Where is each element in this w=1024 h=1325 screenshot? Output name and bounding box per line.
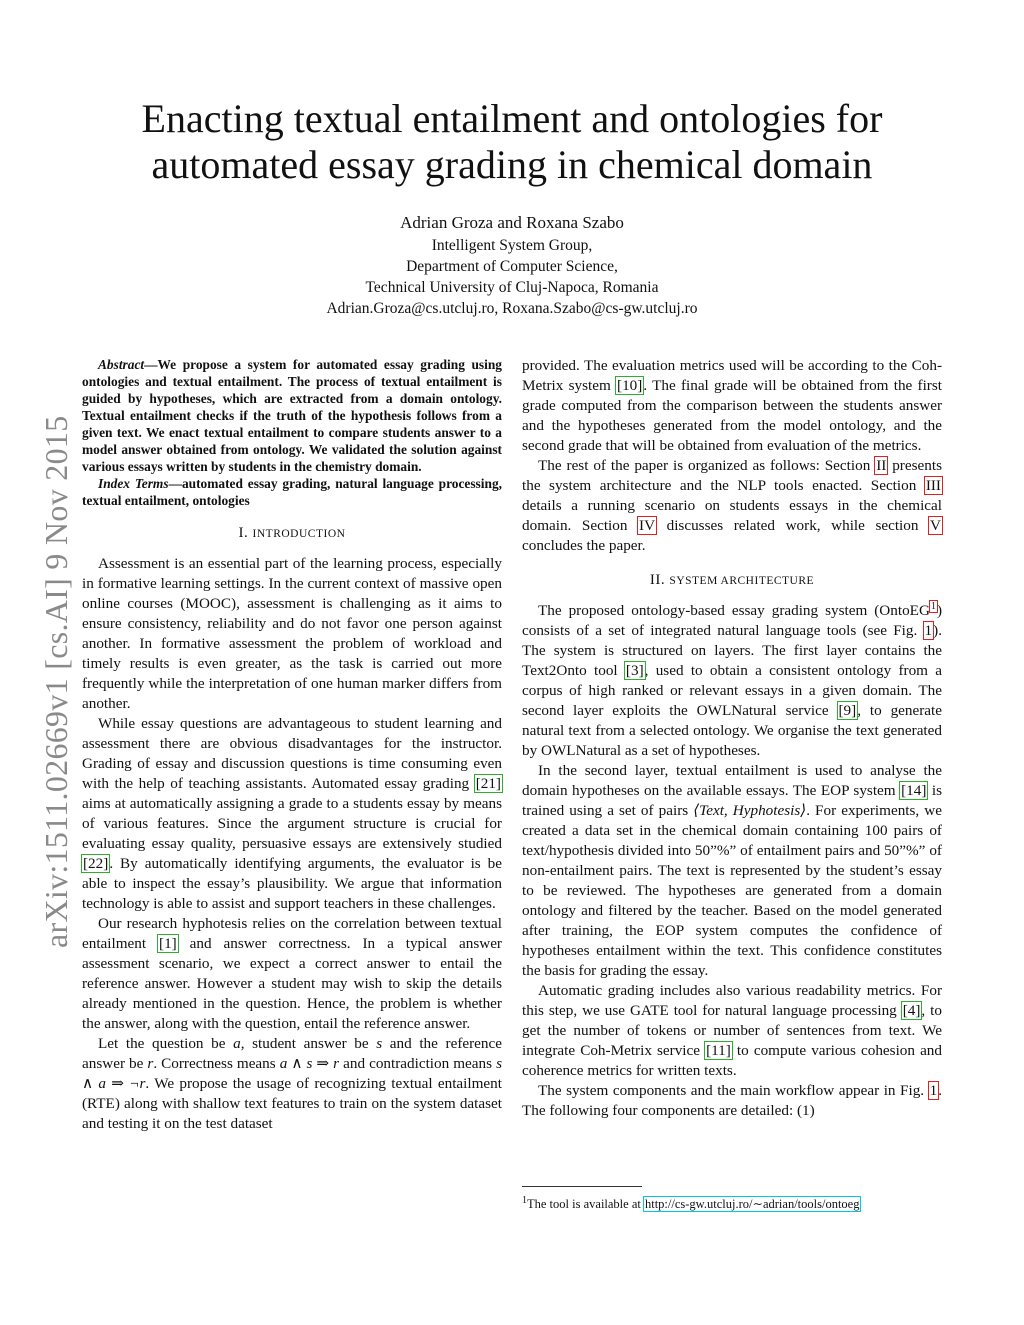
title-line-1: Enacting textual entailment and ontologies for	[141, 96, 883, 141]
text-run: The proposed ontology-based essay grading system (OntoEG	[538, 602, 930, 619]
citation-link[interactable]: [14]	[901, 782, 927, 799]
text-run: aims at automatically assigning a grade to a students essay by means of various features. Since the argument structure is crucial for evaluating essay quality, persuasive essays are extensively studied	[82, 795, 502, 852]
right-paragraph-1	[522, 356, 942, 456]
index-terms-label: Index Terms	[98, 476, 169, 491]
text-run: . For experiments, we created a data set in the chemical domain containing 100 pairs of text/hypothesis divided into 50”%” of entailment pairs and 50”%” of non-entailment pairs. The text is represented by the student’s essay to be reviewed. The hypotheses are generated from a domain ontology and filtered by the teacher. Based on the model generated after training, the EOP system computes the confidence of hypotheses entailment within the text. This confidence constitutes the basis for grading the essay.	[522, 802, 942, 979]
arch-paragraph-2	[522, 761, 942, 981]
arch-paragraph-4	[522, 1081, 942, 1121]
section-link[interactable]: V	[930, 517, 941, 534]
citation-link[interactable]: [22]	[83, 855, 109, 872]
text-run: , to get the number of tokens or number of sentences from text. We integrate Coh-Metrix service	[522, 1002, 942, 1059]
text-run: discusses related work, while section	[656, 517, 930, 534]
text-run: details a running scenario on students essays in the chemical domain. Section	[522, 497, 942, 534]
affiliation-university: Technical University of Cluj-Napoca, Romania	[365, 279, 659, 296]
citation-link[interactable]: [11]	[706, 1042, 731, 1059]
section-title: SYSTEM ARCHITECTURE	[669, 575, 815, 587]
footnote	[522, 1196, 942, 1212]
text-run: concludes the paper.	[522, 537, 646, 554]
text-run: ). The system is structured on layers. The first layer contains the Text2Onto tool	[522, 622, 942, 679]
text-run: and answer correctness. In a typical answer assessment scenario, we expect a correct answer to entail the reference answer. However a student may wish to skip the details already mentioned in the question. Hence, the problem is whether the answer, along with the question, entail the reference answer.	[82, 935, 502, 1032]
abstract	[82, 356, 502, 509]
text-run: The rest of the paper is organized as follows: Section	[538, 457, 876, 474]
text-run: is trained using a set of pairs	[522, 782, 942, 819]
text-run: ) consists of a set of integrated natural language tools (see Fig.	[522, 602, 942, 639]
text-run: . The following four components are detailed: (1)	[522, 1082, 942, 1119]
text-run: . By automatically identifying arguments, the evaluator is be able to inspect the essay’s plausibility. We argue that information technology is able to assist and support teachers in these challenges.	[82, 855, 502, 912]
math-var: r	[147, 1055, 154, 1072]
intro-paragraph-4	[82, 1034, 502, 1134]
text-run: presents the system architecture and the NLP tools enacted. Section	[522, 457, 942, 494]
math-var: a	[233, 1035, 241, 1052]
abstract-text: —We propose a system for automated essay grading using ontologies and textual entailment. The process of textual entailment is guided by hypotheses, which are extracted from a domain ontology. Textual entailment checks if the truth of the hypothesis follows from a given text. We enact textual entailment to compare students answer to a model answer obtained from ontology. We validated the solution against various essays written by students in the chemistry domain.	[82, 357, 502, 474]
intro-paragraph-2	[82, 714, 502, 914]
left-column	[82, 356, 502, 1134]
footnote-divider	[522, 1186, 642, 1187]
section-heading-system-architecture	[522, 570, 942, 591]
citation-link[interactable]: [4]	[902, 1002, 921, 1019]
footnote-url-link[interactable]: http://cs-gw.utcluj.ro/∼adrian/tools/ontoeg	[644, 1197, 860, 1211]
citation-link[interactable]: [21]	[475, 775, 501, 792]
right-column	[522, 356, 942, 1121]
text-run: Our research hyphotesis relies on the correlation between textual entailment	[82, 915, 502, 952]
section-number: II.	[649, 572, 666, 588]
text-run: . Correctness means	[153, 1055, 280, 1072]
math-var: s	[376, 1035, 383, 1052]
section-heading-introduction	[82, 523, 502, 544]
section-link[interactable]: IV	[639, 517, 656, 534]
affiliation-group: Intelligent System Group,	[431, 237, 593, 254]
text-run: Automatic grading includes also various readability metrics. For this step, we use GATE tool for natural language processing	[522, 982, 942, 1019]
figure-link[interactable]: 1	[924, 622, 933, 639]
intro-paragraph-3	[82, 914, 502, 1034]
text-run: . The final grade will be obtained from the first grade computed from the comparison between the students answer and the hypotheses generated from the model ontology, and the second grade that will be obtained from evaluation of the metrics.	[522, 377, 942, 454]
author-emails: Adrian.Groza@cs.utcluj.ro, Roxana.Szabo@cs-gw.utcluj.ro	[326, 300, 698, 317]
title-line-2: automated essay grading in chemical domain	[151, 142, 873, 187]
text-run: to compute various cohesion and coherence metrics for written texts.	[522, 1042, 942, 1079]
arxiv-identifier: arXiv:1511.02669v1 [cs.AI] 9 Nov 2015	[38, 415, 74, 948]
footnote-link[interactable]: 1	[930, 600, 936, 612]
section-link[interactable]: II	[876, 457, 887, 474]
footnote-mark: 1	[522, 1194, 527, 1206]
author-names: Adrian Groza and Roxana Szabo	[400, 213, 624, 232]
math-formula: s ∧ a ⇒ ¬r	[82, 1055, 502, 1092]
text-run: provided. The evaluation metrics used will be according to the Coh-Metrix system	[522, 357, 942, 394]
citation-link[interactable]: [9]	[838, 702, 857, 719]
section-number: I.	[238, 525, 249, 541]
paper-title	[0, 96, 1024, 188]
affiliation-department: Department of Computer Science,	[406, 258, 618, 275]
text-run: The system components and the main workflow appear in Fig.	[538, 1082, 929, 1099]
right-paragraph-2	[522, 456, 942, 556]
citation-link[interactable]: [1]	[159, 935, 177, 952]
figure-link[interactable]: 1	[929, 1082, 938, 1099]
math-formula: ⟨Text, Hyphotesis⟩	[693, 802, 807, 819]
math-formula: a ∧ s ⇒ r	[279, 1055, 340, 1072]
text-run: and contradiction means	[339, 1055, 497, 1072]
citation-link[interactable]: [3]	[625, 662, 644, 679]
text-run: While essay questions are advantageous to student learning and assessment there are obvious disadvantages for the instructor. Grading of essay and discussion questions is time consuming even with the help of teaching assistants. Automated essay grading	[82, 715, 502, 792]
text-run: . We propose the usage of recognizing textual entailment (RTE) along with shallow text features to train on the system dataset and testing it on the test dataset	[82, 1075, 502, 1132]
intro-paragraph-1: Assessment is an essential part of the learning process, especially in formative learning settings. In the current context of massive open online courses (MOOC), assessment is challenging as it aims to ensure consistency, reliability and do not favor one person against another. In formative assessment the problem of workload and timely results is even greater, as the task is carried out more frequently while the interpretation of one human marker differs from another.	[82, 555, 502, 712]
footnote-text: The tool is available at	[527, 1197, 644, 1211]
text-run: and the reference answer be	[82, 1035, 502, 1072]
arch-paragraph-1	[522, 601, 942, 761]
section-link[interactable]: III	[925, 477, 941, 494]
text-run: , to generate natural text from a selected ontology. We organise the text generated by OWLNatural as a set of hypotheses.	[522, 702, 942, 759]
text-run: , used to obtain a consistent ontology from a corpus of high ranked or relevant essays in a given domain. The second layer exploits the OWLNatural service	[522, 662, 942, 719]
text-run: Let the question be	[98, 1035, 234, 1052]
section-title: INTRODUCTION	[252, 528, 346, 540]
arch-paragraph-3	[522, 981, 942, 1081]
abstract-label: Abstract	[98, 357, 145, 372]
text-run: In the second layer, textual entailment is used to analyse the domain hypotheses on the available essays. The EOP system	[522, 762, 942, 799]
citation-link[interactable]: [10]	[617, 377, 643, 394]
text-run: , student answer be	[240, 1035, 377, 1052]
index-terms-text: —automated essay grading, natural language processing, textual entailment, ontologies	[82, 476, 502, 508]
